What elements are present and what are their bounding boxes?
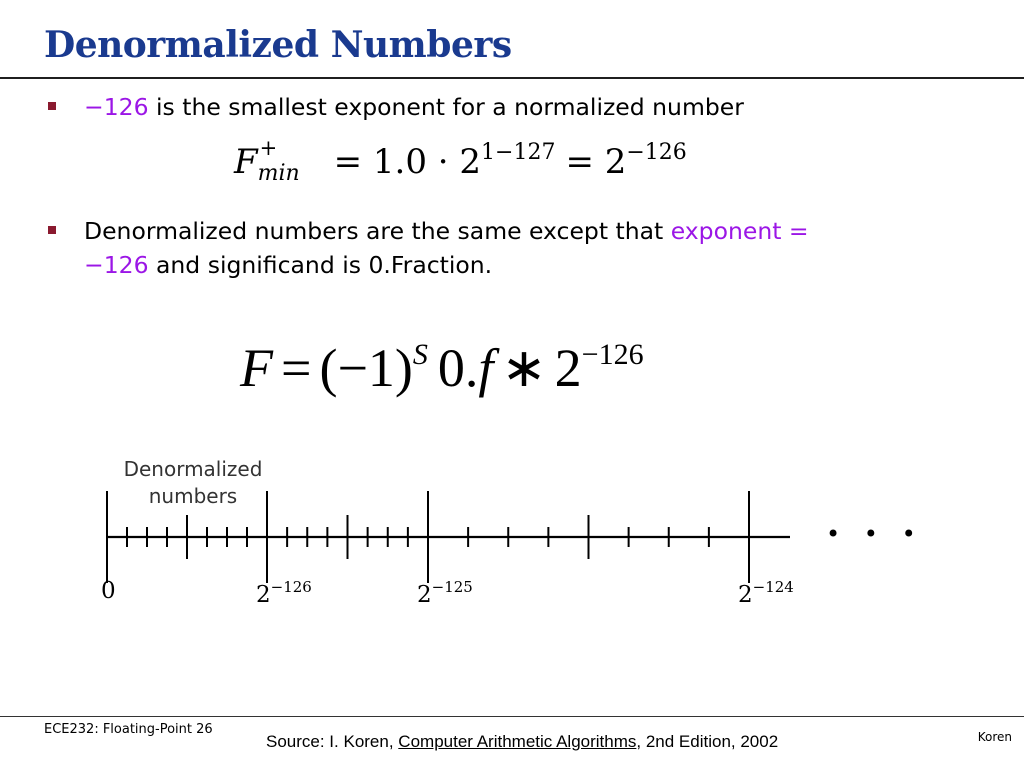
eq2-star: ∗ [501,338,547,398]
eq2-equals: = [281,338,312,398]
eq1-exp2: −126 [626,140,687,165]
eq2-exp: −126 [581,338,644,371]
eq1-F: F [234,142,258,182]
footer-author: Koren [977,730,1012,744]
source-suffix: , 2nd Edition, 2002 [636,732,779,751]
page-title: Denormalized Numbers [44,24,512,66]
eq2-f: f [478,338,494,398]
tick-label-2-125: $2^{-125}$ [417,578,473,608]
eq2-S: S [412,338,428,371]
denormal-label-line1: Denormalized [123,457,263,481]
denormal-label-line2: numbers [148,484,238,508]
eq1-exp1: 1−127 [481,140,556,165]
source-book-link[interactable]: Computer Arithmetic Algorithms [398,732,637,751]
bullet-2-body-b: and significand is 0.Fraction. [148,251,493,279]
eq2-body: 0. [437,338,479,398]
bullet-2-accent-a: exponent = [670,217,809,245]
bullet-1-body: is the smallest exponent for a normalized number [148,93,744,121]
eq2-paren: (−1) [319,338,413,398]
bullet-2-body-a: Denormalized numbers are the same except that [84,217,671,245]
eq1-sub: min [257,161,300,186]
eq1-part1: = 1.0 · 2 [333,142,482,182]
bullet-1-accent: −126 [84,93,149,121]
eq2-two: 2 [554,338,582,398]
tick-label-2-124: $2^{-124}$ [738,578,794,608]
eq2-F: F [240,338,273,398]
footer-slide-label: ECE232: Floating-Point 26 [44,722,213,737]
footer-source [266,732,778,752]
ellipsis: • • • [826,520,924,548]
footer-divider [0,716,1024,717]
tick-label-2-126: $2^{-126}$ [256,578,312,608]
source-prefix: Source: I. Koren, [266,732,399,751]
bullet-2-accent-b: −126 [84,251,149,279]
eq1-sup: + [259,136,278,160]
eq1-part2: = 2 [565,142,627,182]
tick-label-0: 0 [101,578,116,604]
